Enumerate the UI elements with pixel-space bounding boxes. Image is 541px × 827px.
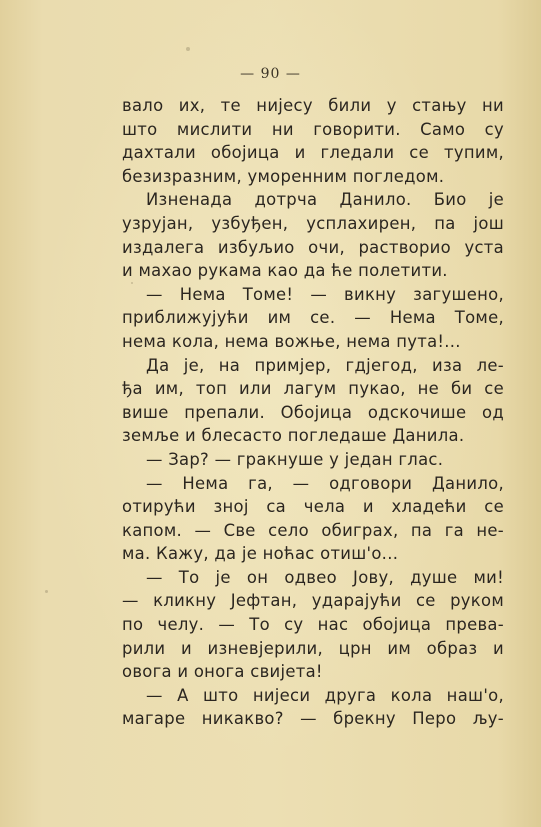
text-line: више препали. Обојица одскочише од [122,402,504,422]
text-line: узрујан, узбуђен, усплахирен, па још [122,213,504,233]
text-line: безизразним, уморенним погледом. [122,166,445,186]
text-line: приближујући им се. — Нема Томе, [122,308,504,328]
text-line: земље и блесасто погледаше Данила. [122,426,465,446]
text-line: по челу. — То су нас обојица прева- [122,615,504,635]
text-line: отирући зној са чела и хладећи се [122,497,504,517]
text-line: рили и изневјерили, црн им образ и [122,638,504,658]
text-line: капом. — Све село обиграх, па га не- [122,520,504,540]
text-line: вало их, те нијесу били у стању ни [122,96,504,115]
text-line: нема кола, нема вожње, нема пута!... [122,331,461,351]
text-line: издалега избуљио очи, растворио уста [122,237,504,257]
text-line: — Зар? — гракнуше у један глас. [146,449,444,469]
text-line: — То је он одвео Јову, душе ми! [146,567,504,587]
paper-spot [45,590,48,593]
text-line: дахтали обојица и гледали се тупим, [122,143,504,163]
text-line: — Нема га, — одговори Данило, [146,473,504,493]
body-text [122,94,504,731]
text-line: — Нема Томе! — викну загушено, [146,284,504,304]
paper-spot [186,47,190,51]
text-line: ма. Кажу, да је ноћас отиш'о... [122,544,399,564]
text-line: Да је, на примјер, гдјегод, иза ле- [146,355,504,375]
text-line: и махао рукама као да ће полетити. [122,261,448,281]
text-line: овога и онога свијета! [122,662,323,682]
text-line: — А што нијеси друга кола наш'о, [146,685,504,705]
text-line: ђа им, топ или лагум пукао, не би се [122,379,504,399]
text-line: што мислити ни говорити. Само су [122,119,504,139]
text-line: магаре никакво? — брекну Перо љу- [122,709,504,729]
text-line: — кликну Јефтан, ударајући се руком [122,591,504,611]
page-number: — 90 — [240,66,301,82]
text-line: Изненада дотрча Данило. Био је [146,190,504,210]
